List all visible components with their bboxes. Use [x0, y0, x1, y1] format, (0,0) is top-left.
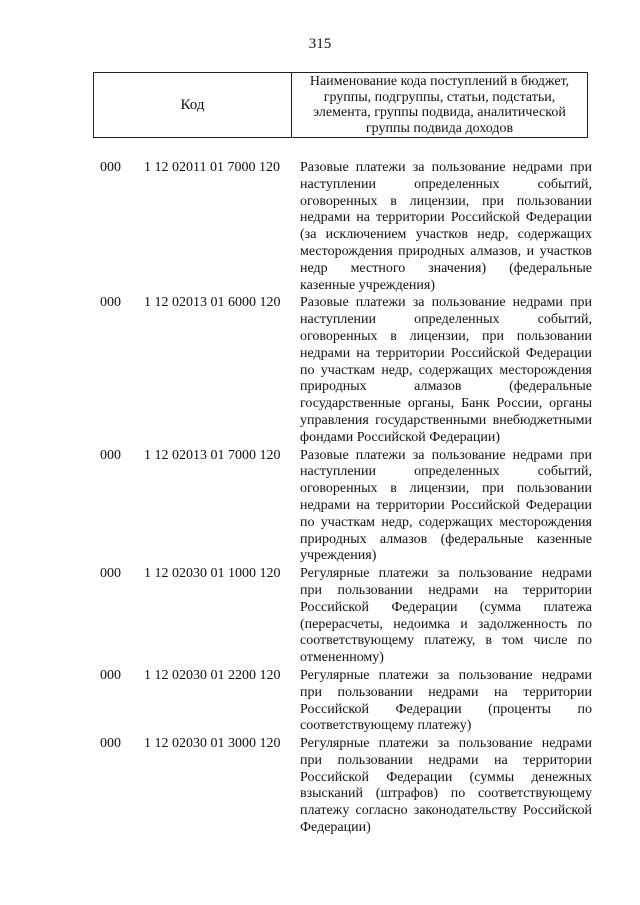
code-column-header: Код — [94, 73, 292, 137]
name-column-header: Наименование кода поступлений в бюджет, группы, подгруппы, статьи, подстатьи, элемента, группы подвида, аналитической группы подвида доходов — [309, 74, 570, 136]
row-prefix: 000 — [100, 667, 121, 683]
row-prefix: 000 — [100, 295, 121, 311]
row-description: Регулярные платежи за пользование недрами при пользовании недрами на территории Российской Федерации (сумма платежа (перерасчеты, недоимка и задолженность по соответствующему платежу, в том числе по отмененному) — [300, 566, 592, 666]
row-code: 1 12 02030 01 3000 120 — [144, 736, 281, 752]
row-prefix: 000 — [100, 447, 121, 463]
code-list — [100, 160, 592, 837]
row-prefix: 000 — [100, 736, 121, 752]
row-code: 1 12 02011 01 7000 120 — [144, 160, 280, 175]
page-number: 315 — [308, 36, 332, 52]
table-header — [93, 72, 588, 138]
row-code: 1 12 02030 01 1000 120 — [144, 566, 281, 582]
row-description: Разовые платежи за пользование недрами при наступлении определенных событий, оговоренных в лицензии, при пользовании недрами на территории Российской Федерации по участкам недр, содержащих месторождения природных алмазов (федеральные казенные учреждения) — [300, 447, 592, 564]
table-row — [100, 295, 592, 446]
table-row — [100, 668, 592, 735]
row-code: 1 12 02030 01 2200 120 — [144, 667, 281, 683]
row-description: Разовые платежи за пользование недрами при наступлении определенных событий, оговоренных в лицензии, при пользовании недрами на территории Российской Федерации (за исключением участков недр, содержащих месторождения природных алмазов, и участков недр местного значения) (федеральные казенные учреждения) — [300, 160, 592, 293]
table-row — [100, 736, 592, 837]
row-prefix: 000 — [100, 160, 121, 175]
row-prefix: 000 — [100, 566, 121, 582]
row-description: Регулярные платежи за пользование недрами при пользовании недрами на территории Российской Федерации (суммы денежных взысканий (штрафов) по соответствующему платежу согласно законодательству Российской Федерации) — [300, 736, 592, 836]
row-code: 1 12 02013 01 6000 120 — [144, 295, 281, 311]
row-code: 1 12 02013 01 7000 120 — [144, 447, 281, 463]
row-description: Разовые платежи за пользование недрами при наступлении определенных событий, оговоренных в лицензии, при пользовании недрами на территории Российской Федерации по участкам недр, содержащих месторождения природных алмазов (федеральные государственные органы, Банк России, органы управления государственными внебюджетными фондами Российской Федерации) — [300, 295, 592, 445]
row-description: Регулярные платежи за пользование недрами при пользовании недрами на территории Российской Федерации (проценты по соответствующему платежу) — [300, 667, 592, 734]
table-row — [100, 160, 592, 294]
table-row — [100, 448, 592, 566]
table-row — [100, 566, 592, 667]
